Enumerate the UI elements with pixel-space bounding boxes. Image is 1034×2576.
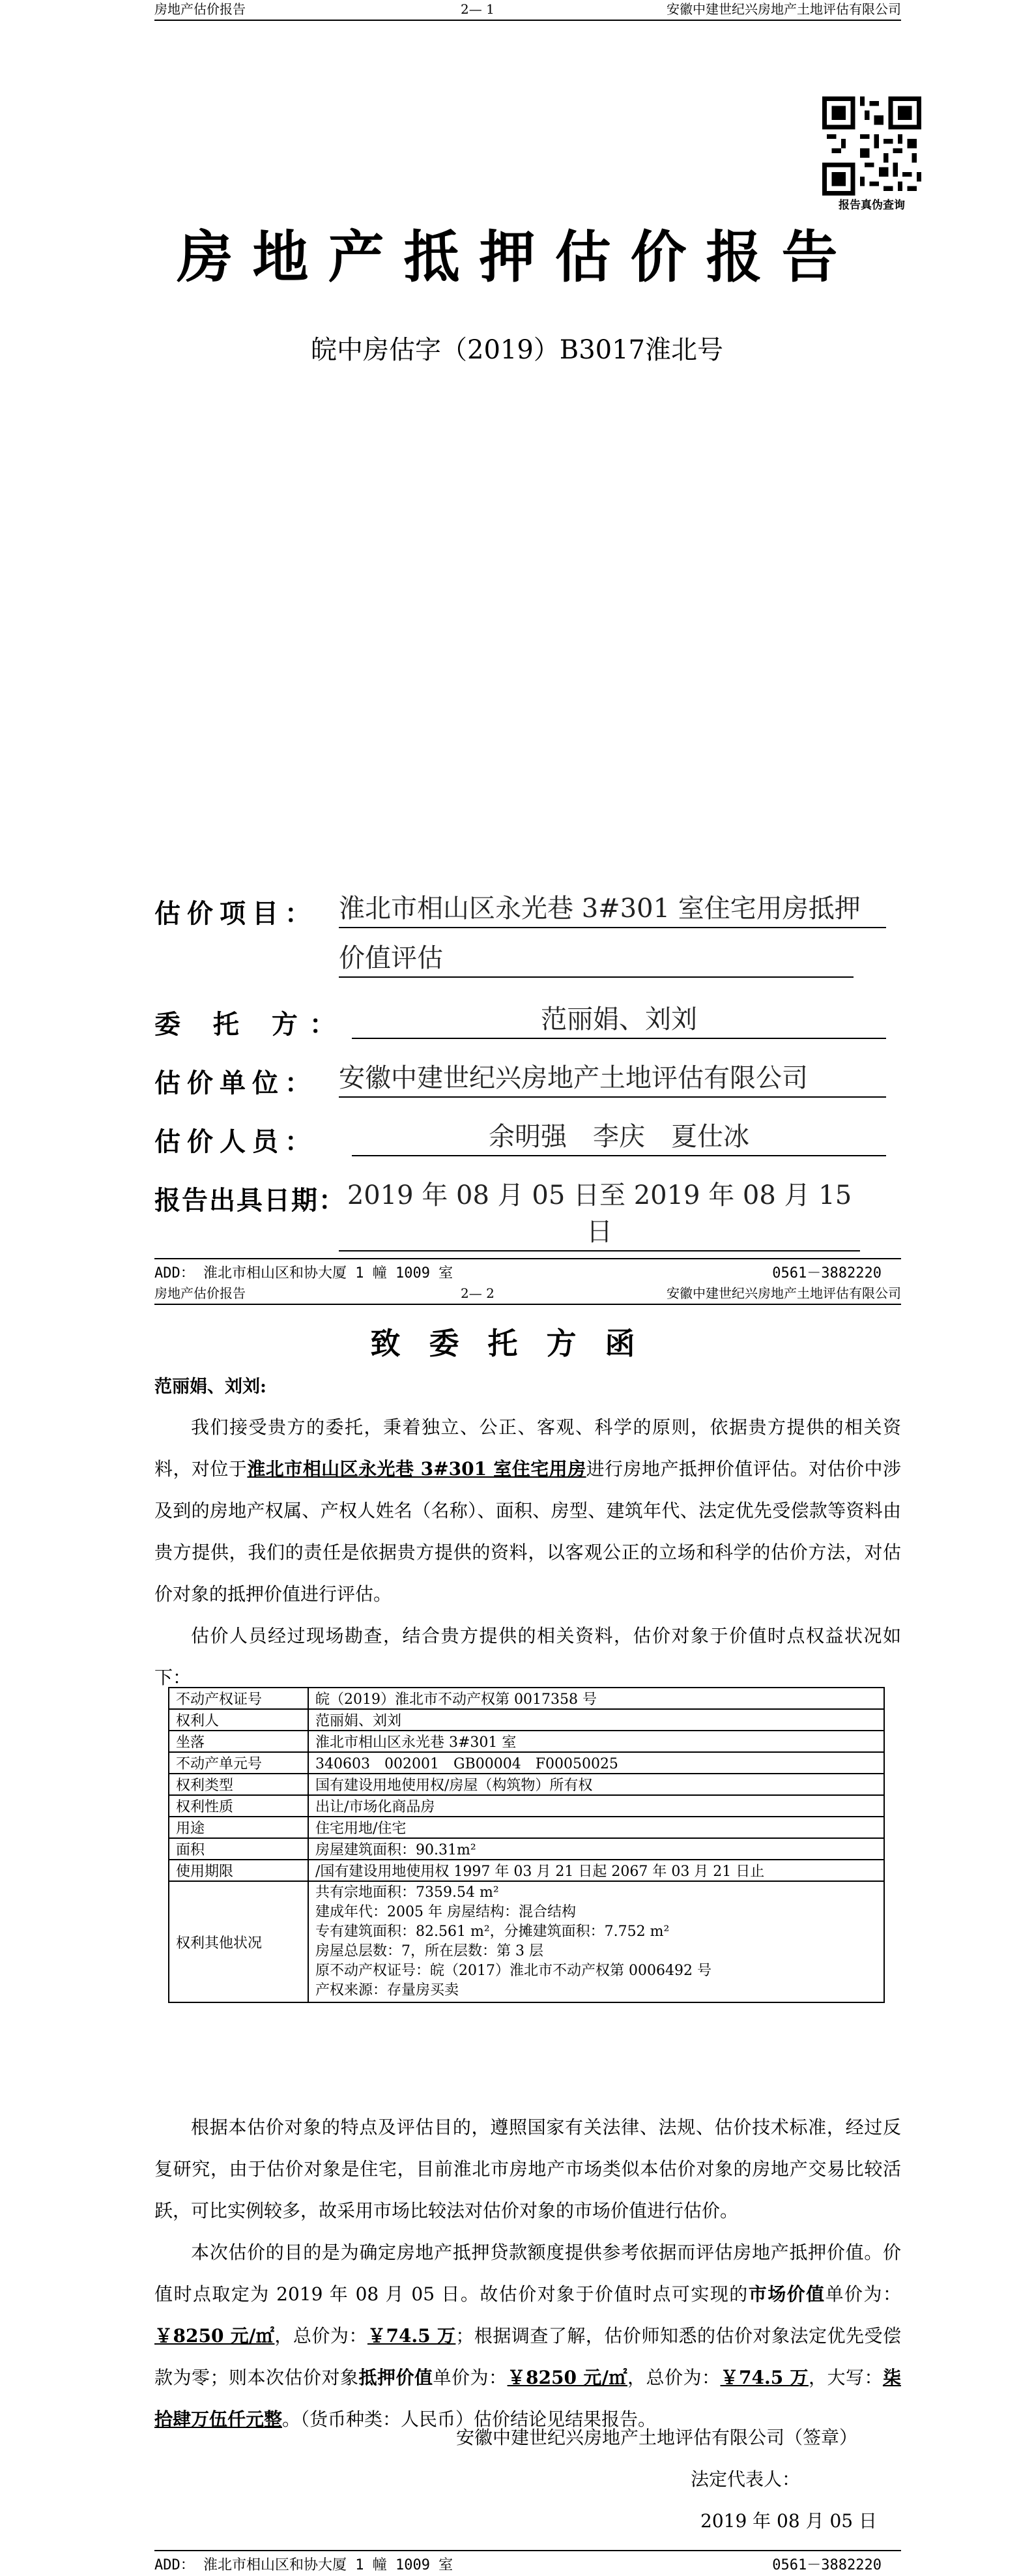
table-row: [169, 1709, 884, 1731]
other-status-line: 原不动产权证号：皖（2017）淮北市不动产权第 0006492 号: [315, 1963, 711, 1979]
other-status-line: 房屋总层数：7，所在层数：第 3 层: [315, 1943, 543, 1959]
other-status-line: 产权来源：存量房买卖: [315, 1982, 459, 1998]
market-unit-price: ￥8250 元/㎡: [154, 2325, 275, 2347]
table-row: [169, 1817, 884, 1838]
signature-date: 2019 年 08 月 05 日: [700, 2510, 878, 2532]
table-key: 用途: [169, 1817, 308, 1838]
qr-code-icon: [822, 96, 921, 196]
table-row: [169, 1731, 884, 1752]
project-value-line2: 价值评估: [339, 940, 854, 978]
paragraph-4: 本次估价的目的是为确定房地产抵押贷款额度提供参考依据而评估房地产抵押价值。价值时点取定为 2019 年 08 月 05 日。故估价对象于价值时点可实现的市场价值单价为：￥8250 元/㎡，总价为：￥74.5 万；根据调查了解，估价师知悉的估价对象法定优先受偿款为零；则本次估价对象抵押价值单价为：￥8250 元/㎡，总价为：￥74.5 万，大写：柒拾肆万伍仟元整。（货币种类：人民币）估价结论见结果报告。: [154, 2242, 901, 2430]
table-key: 使用期限: [169, 1860, 308, 1881]
appraiser-label: 估价人员：: [154, 1126, 317, 1157]
market-total-price: ￥74.5 万: [367, 2325, 456, 2347]
header-left: 房地产估价报告: [154, 1, 246, 17]
unit-value: 安徽中建世纪兴房地产土地评估有限公司: [339, 1060, 886, 1098]
paragraph-3: 根据本估价对象的特点及评估目的，遵照国家有关法律、法规、估价技术标准，经过反复研究，由于估价对象是住宅，目前淮北市房地产市场类似本估价对象的房地产交易比较活跃，可比实例较多，故采用市场比较法对估价对象的市场价值进行估价。: [154, 2116, 901, 2221]
footer-address: ADD： 淮北市相山区和协大厦 1 幢 1009 室: [154, 1265, 453, 1281]
page2-footer: [154, 2550, 901, 2574]
table-key: 坐落: [169, 1731, 308, 1752]
unit-label: 估价单位：: [154, 1068, 317, 1098]
report-number: 皖中房估字（2019）B3017淮北号: [311, 335, 723, 365]
page1-footer: [154, 1258, 901, 1282]
paragraph-2: 估价人员经过现场勘查，结合贵方提供的相关资料，估价对象于价值时点权益状况如下：: [154, 1625, 901, 1688]
letter-greeting: 范丽娟、刘刘:: [154, 1377, 266, 1397]
table-value: 淮北市相山区永光巷 3#301 室: [308, 1731, 884, 1752]
table-value: 皖（2019）淮北市不动产权第 0017358 号: [308, 1688, 884, 1709]
letter-heading: 致委托方函: [370, 1326, 664, 1361]
table-key: 不动产单元号: [169, 1752, 308, 1774]
header-right: 安徽中建世纪兴房地产土地评估有限公司: [667, 1, 901, 17]
table-row: [169, 1774, 884, 1795]
table-value: 340603 002001 GB00004 F00050025: [308, 1752, 884, 1774]
qr-caption: 报告真伪查询: [839, 199, 905, 212]
date-label: 报告出具日期：: [154, 1185, 346, 1216]
paragraph-1: 我们接受贵方的委托，秉着独立、公正、客观、科学的原则，依据贵方提供的相关资料，对位于淮北市相山区永光巷 3#301 室住宅用房进行房地产抵押价值评估。对估价中涉及到的房地产权属、产权人姓名（名称）、面积、房型、建筑年代、法定优先受偿款等资料由贵方提供，我们的责任是依据贵方提供的资料，以客观公正的立场和科学的估价方法，对估价对象的抵押价值进行评估。: [154, 1416, 901, 1605]
footer-address: ADD： 淮北市相山区和协大厦 1 幢 1009 室: [154, 2557, 453, 2573]
table-key: 权利其他状况: [169, 1881, 308, 2002]
table-key: 权利性质: [169, 1795, 308, 1817]
appraiser-value: 余明强 李庆 夏仕冰: [352, 1119, 886, 1156]
table-key: 权利人: [169, 1709, 308, 1731]
table-row: [169, 1795, 884, 1817]
client-value: 范丽娟、刘刘: [352, 1001, 886, 1039]
table-value: /国有建设用地使用权 1997 年 03 月 21 日起 2067 年 03 月 21 日止: [308, 1860, 884, 1881]
table-row: [169, 1838, 884, 1860]
table-key: 面积: [169, 1838, 308, 1860]
other-status-line: 建成年代：2005 年 房屋结构：混合结构: [315, 1904, 576, 1920]
total-in-words: 柒拾肆万伍仟元整: [154, 2367, 901, 2430]
table-row: [169, 1860, 884, 1881]
project-value-line1: 淮北市相山区永光巷 3#301 室住宅用房抵押: [339, 890, 886, 928]
header-page-number: 2— 2: [461, 1285, 495, 1301]
table-row-other-status: [169, 1881, 884, 2002]
report-title: 房地产抵押估价报告: [177, 224, 857, 290]
table-value: 出让/市场化商品房: [308, 1795, 884, 1817]
other-status-line: 专有建筑面积：82.561 m²，分摊建筑面积：7.752 m²: [315, 1924, 670, 1940]
mortgage-unit-price: ￥8250 元/㎡: [507, 2367, 627, 2388]
table-value: 住宅用地/住宅: [308, 1817, 884, 1838]
date-value: 2019 年 08 月 05 日至 2019 年 08 月 15 日: [339, 1177, 860, 1251]
footer-phone: 0561－3882220: [772, 1265, 882, 1281]
property-address: 淮北市相山区永光巷 3#301 室住宅用房: [247, 1458, 586, 1480]
signature-company: 安徽中建世纪兴房地产土地评估有限公司（签章）: [456, 2427, 858, 2448]
table-key: 不动产权证号: [169, 1688, 308, 1709]
rights-table: [168, 1687, 885, 2003]
client-label: 委 托 方：: [154, 1009, 347, 1040]
other-status-lines: [308, 1881, 884, 2002]
mortgage-total-price: ￥74.5 万: [720, 2367, 809, 2388]
other-status-line: 共有宗地面积：7359.54 m²: [315, 1884, 499, 1901]
page1-header: [154, 0, 901, 21]
project-label: 估价项目：: [154, 898, 317, 929]
table-value: 范丽娟、刘刘: [308, 1709, 884, 1731]
table-value: 房屋建筑面积：90.31m²: [308, 1838, 884, 1860]
signature-legal-rep: 法定代表人：: [691, 2468, 801, 2490]
table-row: [169, 1688, 884, 1709]
table-value: 国有建设用地使用权/房屋（构筑物）所有权: [308, 1774, 884, 1795]
header-left: 房地产估价报告: [154, 1285, 246, 1301]
header-page-number: 2— 1: [461, 1, 495, 17]
footer-phone: 0561－3882220: [772, 2557, 882, 2573]
header-right: 安徽中建世纪兴房地产土地评估有限公司: [667, 1285, 901, 1301]
table-row: [169, 1752, 884, 1774]
table-key: 权利类型: [169, 1774, 308, 1795]
page2-header: [154, 1284, 901, 1305]
